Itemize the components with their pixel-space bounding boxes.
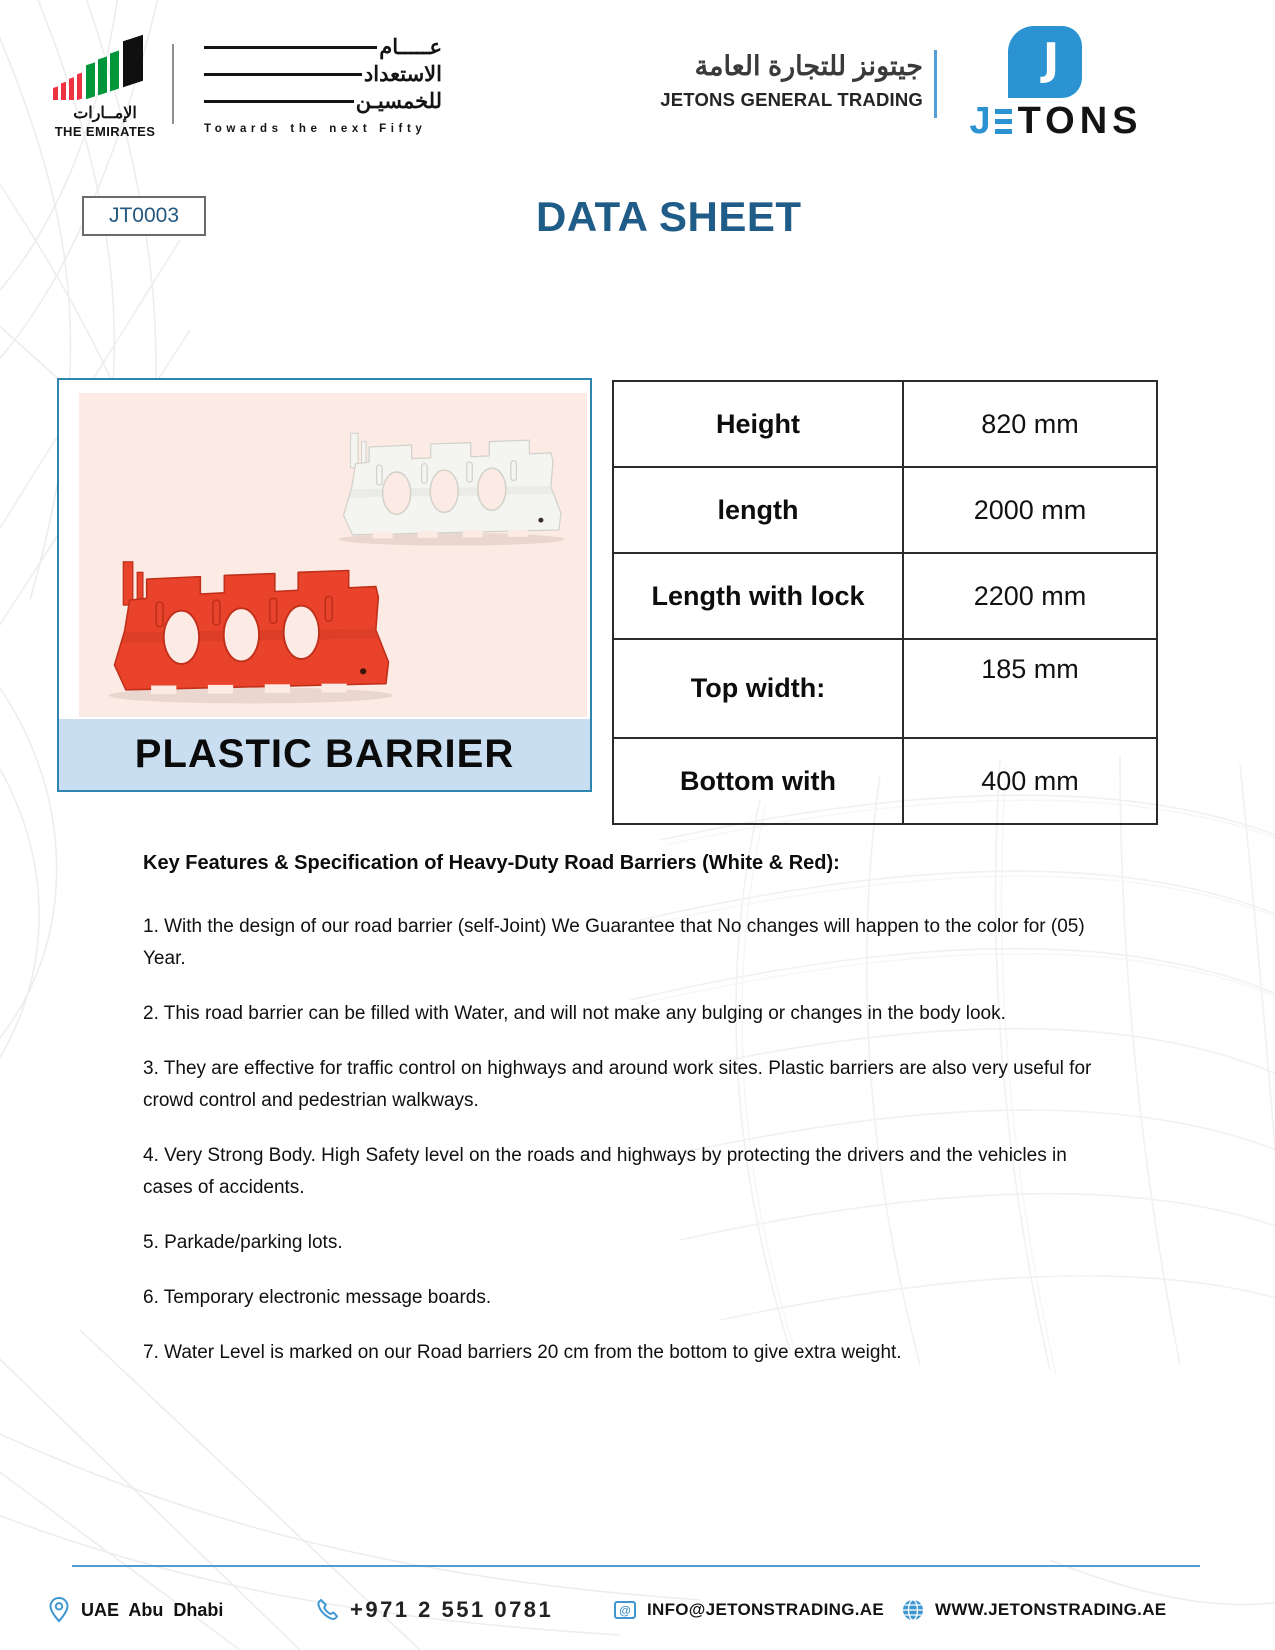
fifty-logo-rule xyxy=(204,73,362,77)
company-name-english: JETONS GENERAL TRADING xyxy=(660,89,923,110)
emirates-logo-arabic: الإمــارات xyxy=(73,105,137,122)
features-heading: Key Features & Specification of Heavy-Duty Road Barriers (White & Red): xyxy=(143,852,840,874)
fifty-logo-line xyxy=(204,61,442,88)
feature-item-5: 5. Parkade/parking lots. xyxy=(143,1232,343,1253)
jetons-wordmark-e-bars-icon xyxy=(995,109,1012,135)
spec-value: 185 mm xyxy=(903,639,1157,738)
fifty-logo-arabic-2: الاستعداد xyxy=(363,63,442,86)
table-row xyxy=(613,639,1157,738)
feature-item-6: 6. Temporary electronic message boards. xyxy=(143,1287,492,1308)
jetons-wordmark-rest: TONS xyxy=(1017,100,1143,142)
feature-item-7: 7. Water Level is marked on our Road barriers 20 cm from the bottom to give extra weight. xyxy=(143,1342,902,1363)
product-card xyxy=(57,378,592,792)
uae-emirates-logo xyxy=(46,24,164,139)
product-name-band xyxy=(59,719,590,790)
location-pin-icon xyxy=(46,1596,72,1624)
jetons-wordmark-j: J xyxy=(969,100,991,142)
phone-icon xyxy=(315,1597,341,1623)
footer-website xyxy=(900,1592,1166,1628)
feature-item-1: 1. With the design of our road barrier (self-Joint) We Guarantee that No changes will happen to the color for (05) Year. xyxy=(143,916,1085,969)
fifty-logo-arabic-3: للخمسيـن xyxy=(355,90,442,113)
plastic-barriers-illustration xyxy=(79,393,587,717)
spec-value: 2000 mm xyxy=(903,467,1157,553)
footer-phone-text: +971 2 551 0781 xyxy=(350,1597,554,1622)
jetons-mark-letter: J xyxy=(1042,33,1060,85)
spec-value: 400 mm xyxy=(903,738,1157,824)
footer-website-text: WWW.JETONSTRADING.AE xyxy=(935,1600,1167,1619)
spec-label: Height xyxy=(613,381,903,467)
fifty-logo-rule xyxy=(204,100,354,104)
email-icon xyxy=(612,1597,638,1623)
features-section xyxy=(143,852,1095,1392)
spec-label: Top width: xyxy=(613,639,903,738)
jetons-wordmark xyxy=(958,100,1154,143)
spec-table xyxy=(612,380,1158,825)
footer-divider-line xyxy=(72,1565,1200,1567)
page-title: DATA SHEET xyxy=(536,193,802,240)
product-name: PLASTIC BARRIER xyxy=(134,732,515,776)
brand-divider xyxy=(934,50,937,118)
table-row xyxy=(613,553,1157,639)
table-row xyxy=(613,467,1157,553)
emirates-logo-english: THE EMIRATES xyxy=(54,124,156,139)
feature-item-3: 3. They are effective for traffic control on highways and around work sites. Plastic barriers are also very useful for crowd control and pedestrian walkways. xyxy=(143,1058,1092,1111)
footer-location xyxy=(46,1592,223,1628)
spec-value: 820 mm xyxy=(903,381,1157,467)
white-barrier-illustration xyxy=(339,433,564,545)
company-name-block xyxy=(655,50,923,111)
spec-label: Length with lock xyxy=(613,553,903,639)
company-name-arabic: جيتونز للتجارة العامة xyxy=(694,51,923,81)
spec-label: length xyxy=(613,467,903,553)
emirates-flag-stripes-icon xyxy=(49,24,161,100)
feature-item-4: 4. Very Strong Body. High Safety level on the roads and highways by protecting the drivers and the vehicles in cases of accidents. xyxy=(143,1145,1067,1198)
red-barrier-illustration xyxy=(109,562,393,704)
jetons-logo-mark-icon xyxy=(1008,26,1082,98)
fifty-logo-line xyxy=(204,88,442,115)
svg-text:@: @ xyxy=(619,1603,631,1618)
fifty-logo-line xyxy=(204,34,442,61)
table-row xyxy=(613,738,1157,824)
product-image xyxy=(79,393,587,717)
footer-location-text: UAE Abu Dhabi xyxy=(81,1599,224,1620)
footer-phone xyxy=(315,1592,553,1628)
feature-item-2: 2. This road barrier can be filled with Water, and will not make any bulging or changes in the body look. xyxy=(143,1003,1006,1024)
spec-value: 2200 mm xyxy=(903,553,1157,639)
fifty-logo-rule xyxy=(204,46,377,50)
spec-label: Bottom with xyxy=(613,738,903,824)
header-logo-divider xyxy=(172,44,174,124)
footer-email xyxy=(612,1592,884,1628)
footer-email-text: INFO@JETONSTRADING.AE xyxy=(647,1600,884,1619)
fifty-logo-tagline: Towards the next Fifty xyxy=(204,123,427,135)
product-code-box: JT0003 xyxy=(82,196,206,236)
year-of-fifty-logo xyxy=(204,34,442,135)
globe-icon xyxy=(900,1597,926,1623)
fifty-logo-arabic-1: عـــــام xyxy=(379,36,442,59)
table-row xyxy=(613,381,1157,467)
